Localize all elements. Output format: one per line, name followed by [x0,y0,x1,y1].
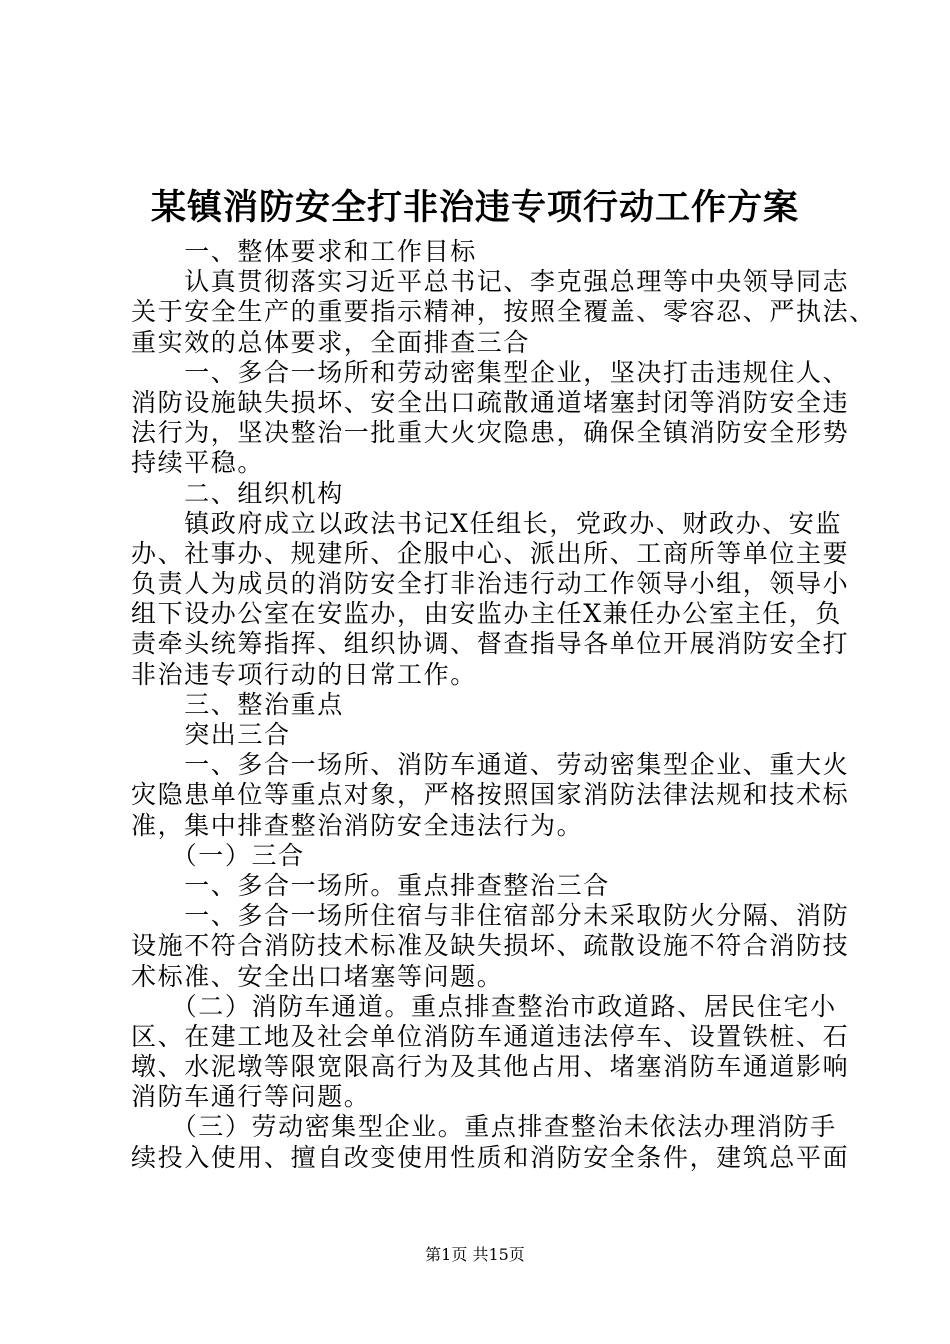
paragraph-line: 持续平稳。 [131,448,265,478]
paragraph-line: 一、多合一场所。重点排查整治三合 [131,870,610,900]
paragraph-line: 非治违专项行动的日常工作。 [131,659,477,689]
paragraph-line: 准，集中排查整治消防安全违法行为。 [131,810,584,840]
paragraph-line: （一）三合 [131,840,305,870]
paragraph-line: 一、整体要求和工作目标 [131,237,477,266]
paragraph-line: 续投入使用、擅自改变使用性质和消防安全条件，建筑总平面 [131,1142,850,1172]
paragraph-line: 关于安全生产的重要指示精神，按照全覆盖、零容忍、严执法、 [131,297,876,327]
paragraph-line: 重实效的总体要求，全面排查三合 [131,327,531,357]
paragraph-line: 灾隐患单位等重点对象，严格按照国家消防法律法规和技术标 [131,780,850,810]
paragraph-line: 认真贯彻落实习近平总书记、李克强总理等中央领导同志 [131,267,850,297]
paragraph-line: 区、在建工地及社会单位消防车通道违法停车、设置铁桩、石 [131,1021,850,1051]
paragraph-line: 法行为，坚决整治一批重大火灾隐患，确保全镇消防安全形势 [131,418,850,448]
paragraph-line: 二、组织机构 [131,478,344,508]
paragraph-line: 镇政府成立以政法书记X任组长，党政办、财政办、安监 [131,508,842,538]
paragraph-line: 三、整治重点 [131,689,344,719]
paragraph-line: 一、多合一场所住宿与非住宿部分未采取防火分隔、消防 [131,901,850,931]
paragraph-line: 术标准、安全出口堵塞等问题。 [131,961,504,991]
page-number-footer: 第1页 共15页 [425,1245,525,1264]
paragraph-line: 设施不符合消防技术标准及缺失损坏、疏散设施不符合消防技 [131,931,850,961]
paragraph-line: 责牵头统筹指挥、组织协调、督查指导各单位开展消防安全打 [131,629,850,659]
document-body [131,237,876,1173]
paragraph-line: 消防车通行等问题。 [131,1082,371,1112]
paragraph-line: （二）消防车通道。重点排查整治市政道路、居民住宅小 [131,991,837,1021]
paragraph-line: （三）劳动密集型企业。重点排查整治未依法办理消防手 [131,1112,837,1142]
paragraph-line: 一、多合一场所、消防车通道、劳动密集型企业、重大火 [131,750,850,780]
paragraph-line: 突出三合 [131,720,291,749]
paragraph-line: 一、多合一场所和劳动密集型企业，坚决打击违规住人、 [131,357,850,387]
paragraph-line: 办、社事办、规建所、企服中心、派出所、工商所等单位主要 [131,538,850,568]
paragraph-line: 消防设施缺失损坏、安全出口疏散通道堵塞封闭等消防安全违 [131,387,850,417]
paragraph-line: 墩、水泥墩等限宽限高行为及其他占用、堵塞消防车通道影响 [131,1052,850,1082]
document-title: 某镇消防安全打非治违专项行动工作方案 [150,187,799,228]
paragraph-line: 负责人为成员的消防安全打非治违行动工作领导小组，领导小 [131,569,850,599]
paragraph-line: 组下设办公室在安监办，由安监办主任X兼任办公室主任，负 [131,599,842,629]
